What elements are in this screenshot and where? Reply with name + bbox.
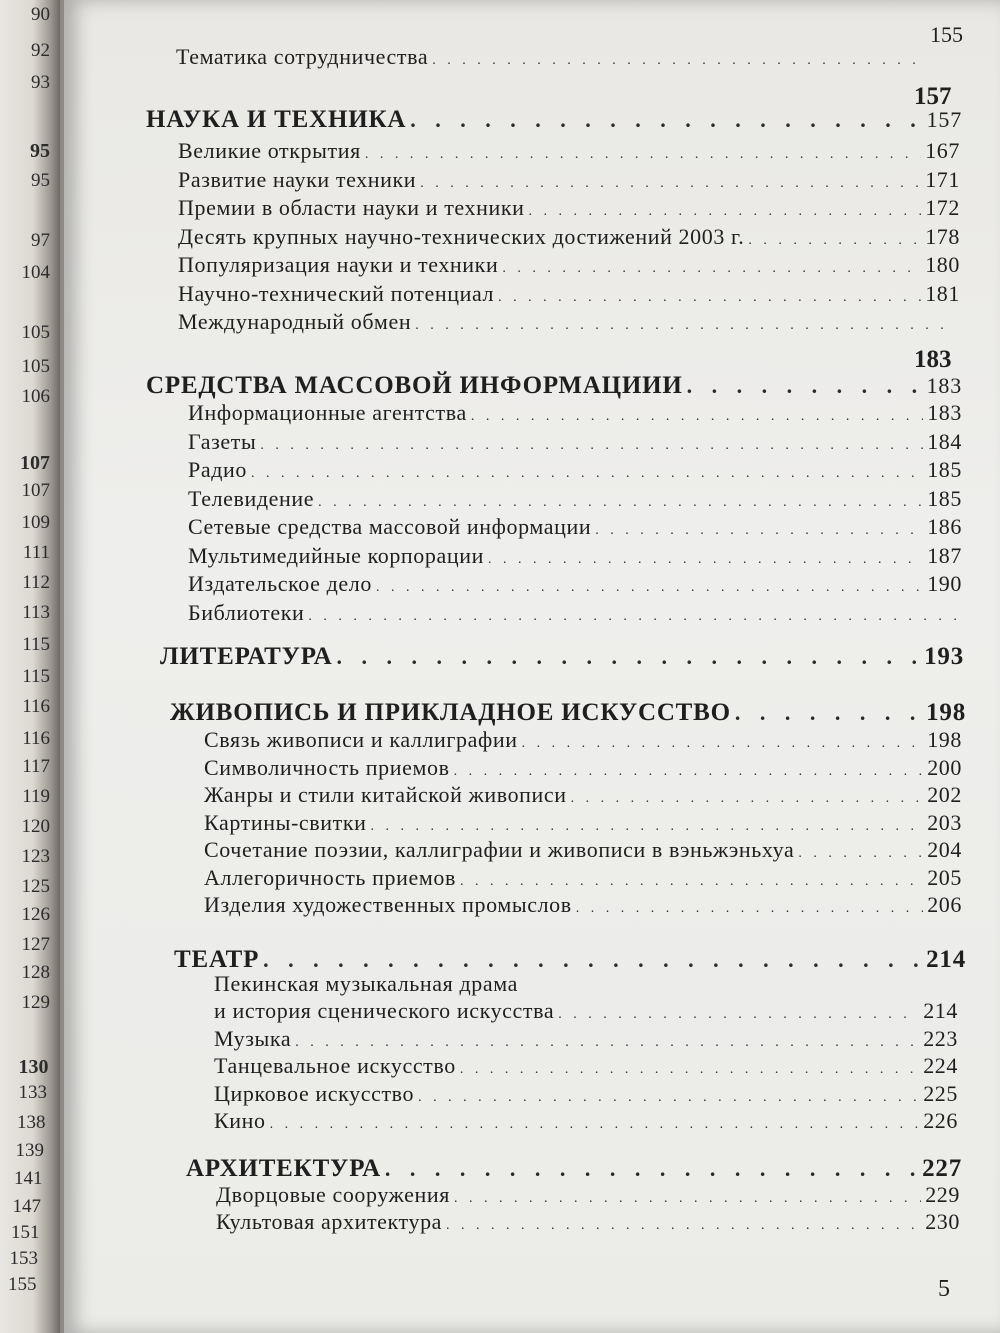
- toc-entry-page: 171: [925, 166, 960, 192]
- section-page: 193: [924, 643, 964, 670]
- toc-entry[interactable]: [178, 167, 960, 193]
- dot-leader: [410, 107, 922, 133]
- toc-entry-page: 224: [923, 1053, 958, 1078]
- toc-entry-title: Тематика сотрудничества: [176, 44, 429, 69]
- left-page-number: 116: [22, 696, 50, 717]
- left-page-number: 105: [21, 356, 50, 377]
- dot-leader: [735, 700, 922, 726]
- left-page-number: 105: [21, 322, 50, 343]
- dot-leader: [558, 1007, 919, 1023]
- left-page-number: 125: [21, 876, 50, 897]
- section-architecture-heading[interactable]: [186, 1155, 962, 1183]
- left-page-number: 133: [18, 1082, 47, 1103]
- toc-entry[interactable]: [214, 1026, 958, 1052]
- left-page-number: 139: [15, 1140, 44, 1161]
- section-media-page: 183: [914, 346, 952, 373]
- dot-leader: [308, 609, 958, 625]
- section-theatre-heading[interactable]: [174, 946, 966, 974]
- toc-entry[interactable]: [188, 571, 962, 597]
- toc-entry-title: Библиотеки: [188, 599, 305, 625]
- left-page-number: 119: [22, 786, 50, 807]
- toc-entry[interactable]: [204, 865, 962, 891]
- toc-entry-title: и история сценического искусства: [214, 998, 555, 1023]
- toc-entry-page: 223: [923, 1025, 958, 1051]
- toc-entry-page: 229: [925, 1182, 960, 1207]
- toc-entry-page: 226: [923, 1108, 958, 1133]
- left-page-number: 129: [21, 992, 50, 1013]
- toc-entry[interactable]: [214, 1081, 958, 1107]
- left-page-number: 138: [17, 1112, 46, 1133]
- toc-entry[interactable]: [178, 195, 960, 221]
- toc-entry-page: 184: [927, 428, 962, 454]
- left-page-number: 147: [12, 1196, 41, 1217]
- left-page-number: 115: [22, 634, 50, 655]
- left-page-number: 97: [31, 230, 50, 251]
- toc-entry-title: Телевидение: [188, 485, 315, 511]
- section-title: НАУКА И ТЕХНИКА: [146, 106, 407, 133]
- dot-leader: [595, 523, 923, 539]
- toc-entry-title: Газеты: [188, 428, 257, 454]
- dot-leader: [260, 438, 923, 454]
- dot-leader: [502, 261, 921, 277]
- toc-entry[interactable]: [178, 309, 960, 335]
- section-intro-page: 183: [926, 373, 962, 398]
- toc-entry[interactable]: [178, 224, 960, 250]
- left-page-number: 127: [21, 934, 50, 955]
- left-page-number: 95: [31, 170, 50, 191]
- toc-entry[interactable]: [178, 281, 960, 307]
- dot-leader: [432, 53, 926, 69]
- toc-entry-page: 198: [927, 727, 962, 752]
- section-title: ЛИТЕРАТУРА: [160, 643, 333, 670]
- toc-entry[interactable]: [216, 1182, 960, 1208]
- toc-entry[interactable]: [214, 1108, 958, 1134]
- dot-leader: [385, 1156, 918, 1182]
- toc-entry-title: Кино: [214, 1108, 266, 1133]
- left-page-number: 155: [8, 1274, 37, 1295]
- toc-entry[interactable]: [188, 543, 962, 569]
- toc-entry-page: 190: [927, 571, 962, 596]
- left-page-number: 106: [21, 386, 50, 407]
- toc-entry-title: Изделия художественных промыслов: [204, 892, 572, 917]
- toc-entry[interactable]: [188, 514, 962, 540]
- toc-entry[interactable]: [178, 252, 960, 278]
- toc-entry-title: Международный обмен: [178, 309, 412, 334]
- dot-leader: [295, 1035, 919, 1051]
- toc-entry[interactable]: [188, 600, 962, 626]
- toc-entry-title: Популяризация науки и техники: [178, 252, 499, 277]
- dot-leader: [460, 1062, 919, 1078]
- toc-entry-page: 178: [925, 223, 960, 249]
- toc-entry[interactable]: [216, 1209, 960, 1235]
- dot-leader: [415, 318, 956, 334]
- toc-entry-cooperation[interactable]: [176, 44, 930, 70]
- dot-leader: [522, 736, 924, 752]
- section-intro-page: 157: [926, 107, 962, 132]
- dot-leader: [365, 147, 921, 163]
- left-page-number: 113: [22, 602, 50, 623]
- section-media-heading[interactable]: [146, 372, 962, 400]
- left-page-number: 115: [22, 666, 50, 687]
- left-page-number: 141: [14, 1168, 43, 1189]
- toc-entry[interactable]: [214, 998, 958, 1024]
- left-page-number: 126: [21, 904, 50, 925]
- toc-entry-title: Жанры и стили китайской живописи: [204, 782, 567, 807]
- toc-entry-page: 172: [925, 195, 960, 220]
- left-page-number: 107: [21, 480, 50, 501]
- left-page-number: 111: [22, 542, 50, 563]
- left-page-number: 109: [21, 512, 50, 533]
- toc-entry-title: Мультимедийные корпорации: [188, 542, 484, 568]
- toc-entry-page: 230: [925, 1208, 960, 1234]
- dot-leader: [446, 1218, 921, 1234]
- toc-entry-page: 180: [925, 252, 960, 277]
- toc-entry-title: Музыка: [214, 1025, 292, 1051]
- toc-entry-page: 183: [927, 400, 962, 425]
- left-page-number: 92: [31, 40, 50, 61]
- dot-leader: [318, 495, 923, 511]
- left-page-number: 123: [21, 846, 50, 867]
- left-page-number: 151: [11, 1222, 40, 1243]
- dot-leader: [371, 819, 924, 835]
- toc-entry-title: Премии в области науки и техники: [178, 195, 525, 220]
- section-science-page: 157: [914, 83, 952, 110]
- dot-leader: [420, 176, 921, 192]
- toc-entry-title: Сочетание поэзии, каллиграфии и живописи в вэньжэньхуа: [204, 837, 795, 862]
- left-page-number: 130: [18, 1056, 49, 1078]
- left-page-number: 104: [21, 262, 50, 283]
- dot-leader: [454, 1191, 921, 1207]
- dot-leader: [798, 846, 923, 862]
- toc-entry-page: 214: [923, 998, 958, 1023]
- contents-page: [64, 0, 1000, 1333]
- dot-leader: [471, 409, 923, 425]
- top-page-number: 155: [930, 22, 963, 47]
- toc-entry-title: Научно-технический потенциал: [178, 280, 495, 306]
- left-page-number: 120: [21, 816, 50, 837]
- toc-entry-title: Культовая архитектура: [216, 1208, 443, 1234]
- left-page-number: 107: [20, 452, 50, 474]
- toc-entry[interactable]: [204, 892, 962, 918]
- dot-leader: [454, 764, 924, 780]
- dot-leader: [576, 901, 923, 917]
- toc-entry-title: Информационные агентства: [188, 400, 467, 425]
- left-page-number: 90: [31, 4, 50, 25]
- section-page: 198: [926, 699, 966, 726]
- section-title: СРЕДСТВА МАССОВОЙ ИНФОРМАЦИИИ: [146, 372, 683, 399]
- section-page: 227: [922, 1155, 962, 1182]
- left-page-number: 117: [22, 756, 50, 777]
- toc-entry-page: 185: [927, 485, 962, 511]
- dot-leader: [687, 373, 923, 399]
- toc-entry-page: 204: [927, 837, 962, 862]
- dot-leader: [748, 233, 921, 249]
- toc-entry-page: 206: [927, 892, 962, 917]
- dot-leader: [460, 874, 923, 890]
- toc-entry-title: Радио: [188, 457, 247, 482]
- toc-entry-page: 203: [927, 809, 962, 835]
- left-page-number: 116: [22, 728, 50, 749]
- left-page-number: 112: [22, 572, 50, 593]
- section-painting-heading[interactable]: [170, 699, 966, 727]
- toc-entry-page: 185: [927, 457, 962, 482]
- dot-leader: [251, 466, 923, 482]
- section-science-heading[interactable]: [146, 106, 962, 134]
- toc-entry[interactable]: [204, 782, 962, 808]
- toc-entry[interactable]: [178, 138, 960, 164]
- toc-entry-title: Танцевальное искусство: [214, 1053, 456, 1078]
- left-page-number: 153: [9, 1248, 38, 1269]
- toc-entry[interactable]: [188, 457, 962, 483]
- dot-leader: [571, 791, 924, 807]
- section-literature-heading[interactable]: [160, 643, 964, 671]
- toc-entry-title: Символичность приемов: [204, 754, 450, 780]
- toc-entry-title: Десять крупных научно-технических достижений 2003 г.: [178, 223, 745, 249]
- toc-entry-page: 186: [927, 514, 962, 539]
- section-title: ЖИВОПИСЬ И ПРИКЛАДНОЕ ИСКУССТВО: [170, 699, 731, 726]
- toc-entry-title: Великие открытия: [178, 138, 361, 163]
- toc-entry-page: 202: [927, 782, 962, 807]
- left-page-number: 95: [30, 140, 50, 162]
- toc-entry[interactable]: [188, 486, 962, 512]
- toc-entry-title: Картины-свитки: [204, 809, 367, 835]
- toc-entry-title: Издательское дело: [188, 571, 372, 596]
- toc-entry-page: 205: [927, 864, 962, 890]
- left-facing-page-edge: [0, 0, 60, 1333]
- toc-entry-page: 181: [925, 280, 960, 306]
- toc-entry[interactable]: [204, 810, 962, 836]
- toc-entry[interactable]: [204, 727, 962, 753]
- toc-entry-page: 167: [925, 138, 960, 163]
- toc-entry-title: Сетевые средства массовой информации: [188, 514, 592, 539]
- dot-leader: [498, 290, 921, 306]
- toc-entry[interactable]: [188, 400, 962, 426]
- toc-entry-page: 225: [923, 1080, 958, 1106]
- toc-entry-title: Дворцовые сооружения: [216, 1182, 450, 1207]
- dot-leader: [529, 204, 922, 220]
- toc-entry-title: Связь живописи и каллиграфии: [204, 727, 518, 752]
- section-title: ТЕАТР: [174, 946, 260, 973]
- toc-entry[interactable]: [214, 1053, 958, 1079]
- toc-entry-title: Аллегоричность приемов: [204, 864, 456, 890]
- toc-entry-page: 200: [927, 754, 962, 780]
- dot-leader: [376, 580, 923, 596]
- toc-entry-theatre-first-line: Пекинская музыкальная драма: [214, 971, 518, 996]
- toc-entry-page: 187: [927, 542, 962, 568]
- toc-entry[interactable]: [204, 837, 962, 863]
- dot-leader: [270, 1117, 920, 1133]
- toc-entry-title: Развитие науки техники: [178, 166, 417, 192]
- toc-entry-title: Цирковое искусство: [214, 1080, 415, 1106]
- dot-leader: [337, 644, 921, 670]
- left-page-number: 93: [31, 72, 50, 93]
- dot-leader: [263, 947, 922, 973]
- dot-leader: [418, 1090, 919, 1106]
- toc-entry[interactable]: [188, 429, 962, 455]
- dot-leader: [488, 552, 923, 568]
- section-page: 214: [926, 946, 966, 973]
- page-number: 5: [938, 1276, 950, 1302]
- section-title: АРХИТЕКТУРА: [186, 1155, 381, 1182]
- toc-entry[interactable]: [204, 755, 962, 781]
- left-page-number: 128: [21, 962, 50, 983]
